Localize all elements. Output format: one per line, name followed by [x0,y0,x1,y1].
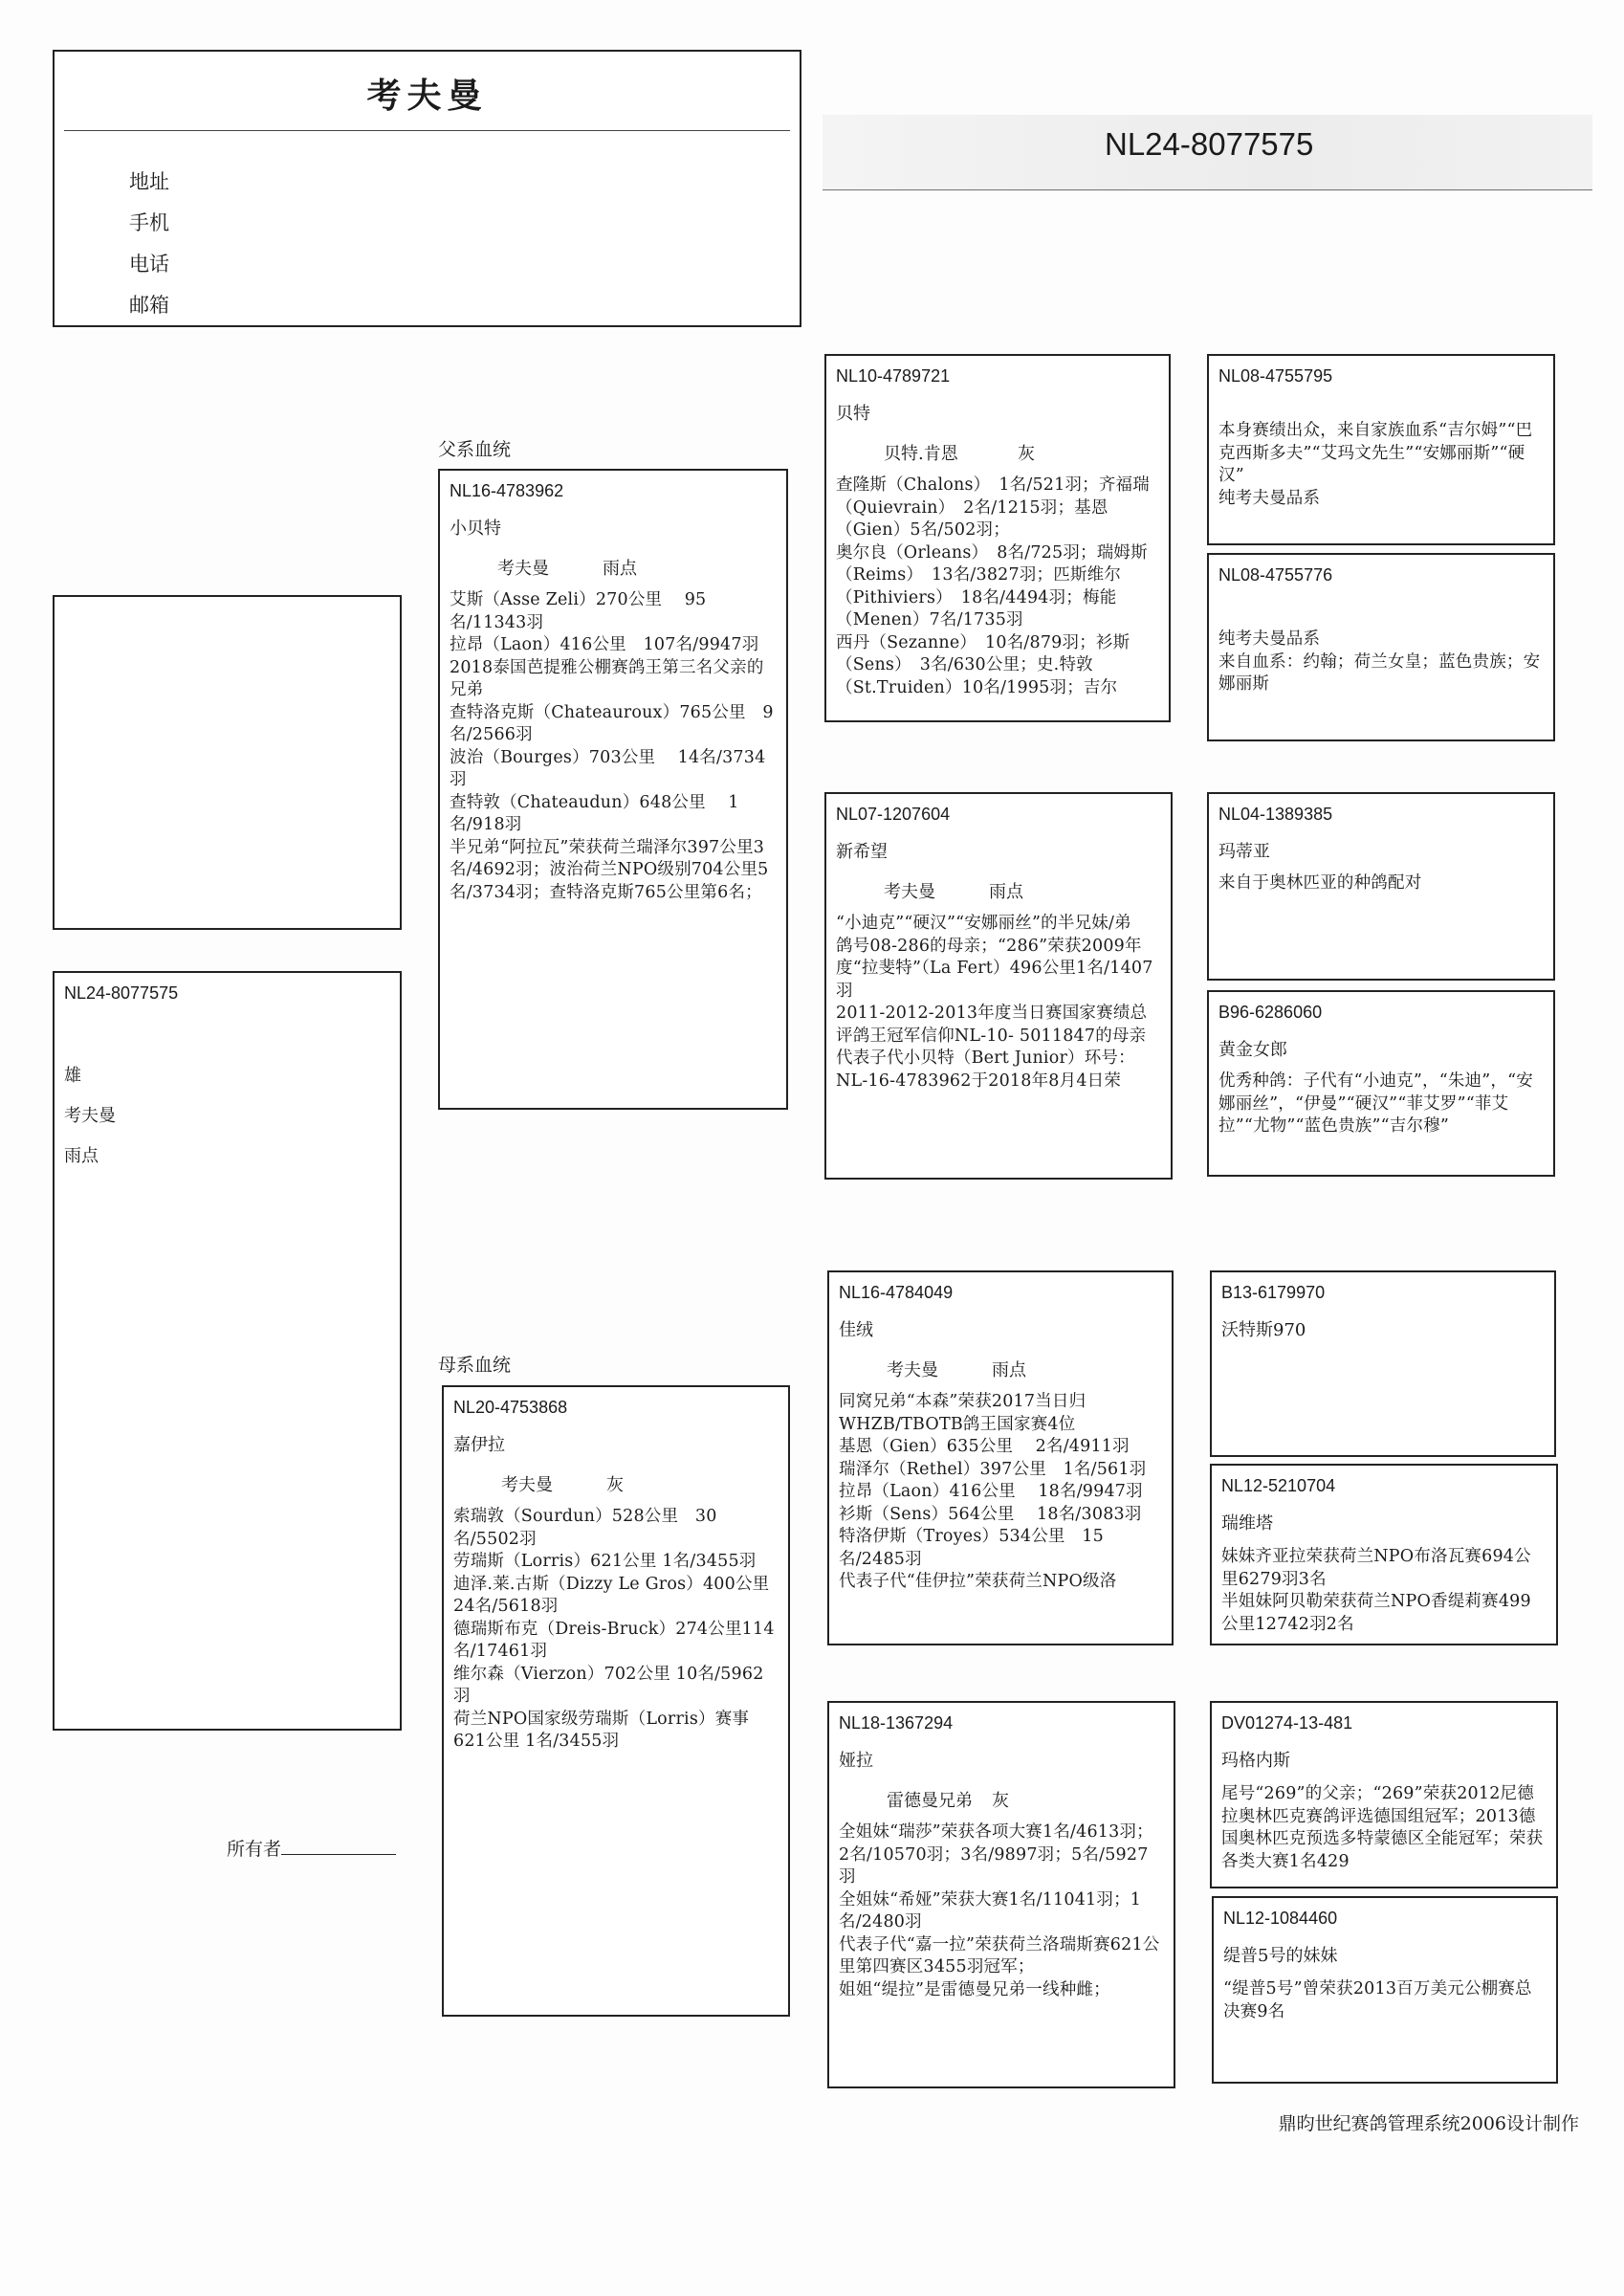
sire-sire-record: 查隆斯（Chalons） 1名/521羽；齐福瑞（Quievrain） 2名/1215羽；基恩（Gien）5名/502羽； 奥尔良（Orleans） 8名/725羽；瑞姆斯（Reims） 13名/3827羽；匹斯维尔（Pithiviers） 18名/4494羽；梅能（Menen）7名/1735羽 西丹（Sezanne） 10名/879羽；衫斯（Sens） 3名/630公里；史.特敦（St.Truiden）10名/1995羽；吉尔 [836,475,1150,697]
sire-ring: NL16-4783962 [450,481,564,500]
sire-sire-card [824,354,1171,722]
email-label: 邮箱 [129,294,169,317]
dsd-name: 瑞维塔 [1221,1513,1273,1534]
dam-card [442,1385,790,2017]
dsd-record: 妹妹齐亚拉荣获荷兰NPO布洛瓦赛694公里6279羽3名 半姐妹阿贝勒荣获荷兰NPO香缇莉赛499公里12742羽2名 [1221,1547,1531,1634]
dds-ring: DV01274-13-481 [1221,1713,1353,1733]
sire-dam-color: 雨点 [989,882,1023,902]
dam-section-label: 母系血统 [438,1355,512,1376]
sire-card [438,469,788,1110]
subject-color: 雨点 [64,1146,99,1166]
dss-ring: B13-6179970 [1221,1283,1326,1302]
dds-card [1210,1701,1558,1888]
sire-name: 小贝特 [450,519,501,539]
dam-dam-meta [839,1791,1164,1812]
dds-record: 尾号“269”的父亲；“269”荣获2012尼德拉奥林匹克赛鸽评选德国组冠军；2013德国奥林匹克预选多特蒙德区全能冠军；荣获各类大赛1名429 [1221,1784,1544,1871]
sss-record: 本身赛绩出众，来自家族血系“吉尔姆”“巴克西斯多夫”“艾玛文先生”“安娜丽斯”“硬汉” 纯考夫曼品系 [1218,421,1533,508]
sss-card [1207,354,1555,545]
ssd-ring: NL08-4755776 [1218,565,1333,585]
ddd-record: “缇普5号”曾荣获2013百万美元公棚赛总决赛9名 [1223,1979,1532,2021]
sire-dam-record: “小迪克”“硬汉”“安娜丽丝”的半兄妹/弟 鸽号08-286的母亲；“286”荣获2009年度“拉斐特”（La Fert）496公里1名/1407羽 2011-2012-2013年度当日赛国家赛绩总评鸽王冠军信仰NL-10- 5011847的母亲 代表子代小贝特（Bert Junior）环号：NL-16-4783962于2018年8月4日荣 [836,914,1153,1091]
dds-name: 玛格内斯 [1221,1751,1290,1771]
dam-sire-meta [839,1360,1162,1381]
sdd-name: 黄金女郎 [1218,1040,1287,1060]
sire-dam-ring: NL07-1207604 [836,805,951,824]
sss-ring: NL08-4755795 [1218,366,1333,386]
dam-sire-color: 雨点 [992,1360,1026,1380]
sire-dam-card [824,792,1173,1180]
dam-record: 索瑞敦（Sourdun）528公里 30名/5502羽 劳瑞斯（Lorris）621公里 1名/3455羽 迪泽.莱.古斯（Dizzy Le Gros）400公里 24名/5618羽 德瑞斯布克（Dreis-Bruck）274公里114名/17461羽 维尔森（Vierzon）702公里 10名/5962羽 荷兰NPO国家级劳瑞斯（Lorris）赛事621公里 1名/3455羽 [453,1507,775,1751]
dam-breeder: 考夫曼 [501,1475,553,1495]
footer-credit: 鼎昀世纪赛鸽管理系统2006设计制作 [1278,2113,1579,2134]
sds-ring: NL04-1389385 [1218,805,1333,824]
sire-section-label: 父系血统 [438,439,512,460]
ssd-record: 纯考夫曼品系 来自血系：约翰；荷兰女皇；蓝色贵族；安娜丽斯 [1218,629,1541,694]
sire-sire-meta [836,444,1159,465]
breeder-title: 考夫曼 [366,76,488,116]
address-label: 地址 [129,170,169,193]
sire-sire-color: 灰 [1018,444,1035,464]
owner-field [227,1835,396,1861]
dam-sire-name: 佳绒 [839,1320,873,1340]
sire-sire-name: 贝特 [836,404,870,424]
dam-name: 嘉伊拉 [453,1435,505,1455]
header-divider [64,130,790,131]
ssd-card [1207,553,1555,741]
mobile-label: 手机 [129,211,169,234]
photo-frame [53,595,402,930]
sire-meta [450,559,777,580]
subject-sex: 雄 [64,1066,81,1086]
dsd-card [1210,1464,1558,1645]
dam-sire-ring: NL16-4784049 [839,1283,954,1302]
sire-sire-ring: NL10-4789721 [836,366,951,386]
sire-breeder: 考夫曼 [497,559,549,579]
banner-divider [823,189,1592,190]
sire-dam-breeder: 考夫曼 [884,882,935,902]
owner-line [281,1841,396,1855]
sdd-record: 优秀种鸽：子代有“小迪克”，“朱迪”，“安娜丽丝”，“伊曼”“硬汉”“菲艾罗”“菲艾拉”“尤物”“蓝色贵族”“吉尔穆” [1218,1071,1533,1136]
subject-breeder: 考夫曼 [64,1106,116,1126]
dam-color: 灰 [606,1475,624,1495]
ddd-ring: NL12-1084460 [1223,1909,1338,1928]
dam-meta [453,1475,779,1496]
sire-color: 雨点 [603,559,637,579]
dam-sire-breeder: 考夫曼 [887,1360,938,1380]
dss-name: 沃特斯970 [1221,1320,1306,1340]
dss-card [1210,1270,1556,1457]
dam-dam-breeder: 雷德曼兄弟 [887,1791,973,1811]
sire-dam-name: 新希望 [836,842,888,862]
dam-dam-name: 娅拉 [839,1751,873,1771]
sire-record: 艾斯（Asse Zeli）270公里 95名/11343羽 拉昂（Laon）416公里 107名/9947羽 2018泰国芭提雅公棚赛鸽王第三名父亲的兄弟 查特洛克斯（Chateauroux）765公里 9名/2566羽 波治（Bourges）703公里 14名/3734羽 查特敦（Chateaudun）648公里 1名/918羽 半兄弟“阿拉瓦”荣获荷兰瑞泽尔397公里3名/4692羽；波治荷兰NPO级别704公里5名/3734羽；查特洛克斯765公里第6名； [450,590,774,902]
dam-sire-card [827,1270,1174,1645]
sire-dam-meta [836,882,1161,903]
dam-dam-record: 全姐妹“瑞莎”荣获各项大赛1名/4613羽；2名/10570羽；3名/9897羽；5名/5927羽 全姐妹“希娅”荣获大赛1名/11041羽；1名/2480羽 代表子代“嘉一拉”荣获荷兰洛瑞斯赛621公里第四赛区3455羽冠军； 姐姐“缇拉”是雷德曼兄弟一线种雌； [839,1822,1160,1999]
dam-dam-color: 灰 [992,1791,1009,1811]
sds-record: 来自于奥林匹亚的种鸽配对 [1218,873,1422,893]
dsd-ring: NL12-5210704 [1221,1476,1336,1495]
sire-sire-breeder: 贝特.肯恩 [884,444,958,464]
dam-sire-record: 同窝兄弟“本森”荣获2017当日归WHZB/TBOTB鸽王国家赛4位 基恩（Gien）635公里 2名/4911羽 瑞泽尔（Rethel）397公里 1名/561羽 拉昂（Laon）416公里 18名/9947羽 衫斯（Sens）564公里 18名/3083羽 特洛伊斯（Troyes）534公里 15名/2485羽 代表子代“佳伊拉”荣获荷兰NPO级洛 [839,1392,1147,1591]
owner-label: 所有者 [227,1839,282,1860]
subject-card [53,971,402,1731]
subject-ring: NL24-8077575 [64,983,179,1003]
sds-card [1207,792,1555,981]
ddd-name: 缇普5号的妹妹 [1223,1946,1338,1966]
sdd-ring: B96-6286060 [1218,1003,1323,1022]
sds-name: 玛蒂亚 [1218,842,1270,862]
sdd-card [1207,990,1555,1177]
ddd-card [1212,1896,1558,2084]
phone-label: 电话 [129,253,169,276]
dam-ring: NL20-4753868 [453,1398,568,1417]
dam-dam-ring: NL18-1367294 [839,1713,954,1733]
ring-number: NL24-8077575 [1105,126,1314,162]
ring-number-banner [823,115,1592,191]
dam-dam-card [827,1701,1175,2088]
breeder-header [53,50,801,327]
